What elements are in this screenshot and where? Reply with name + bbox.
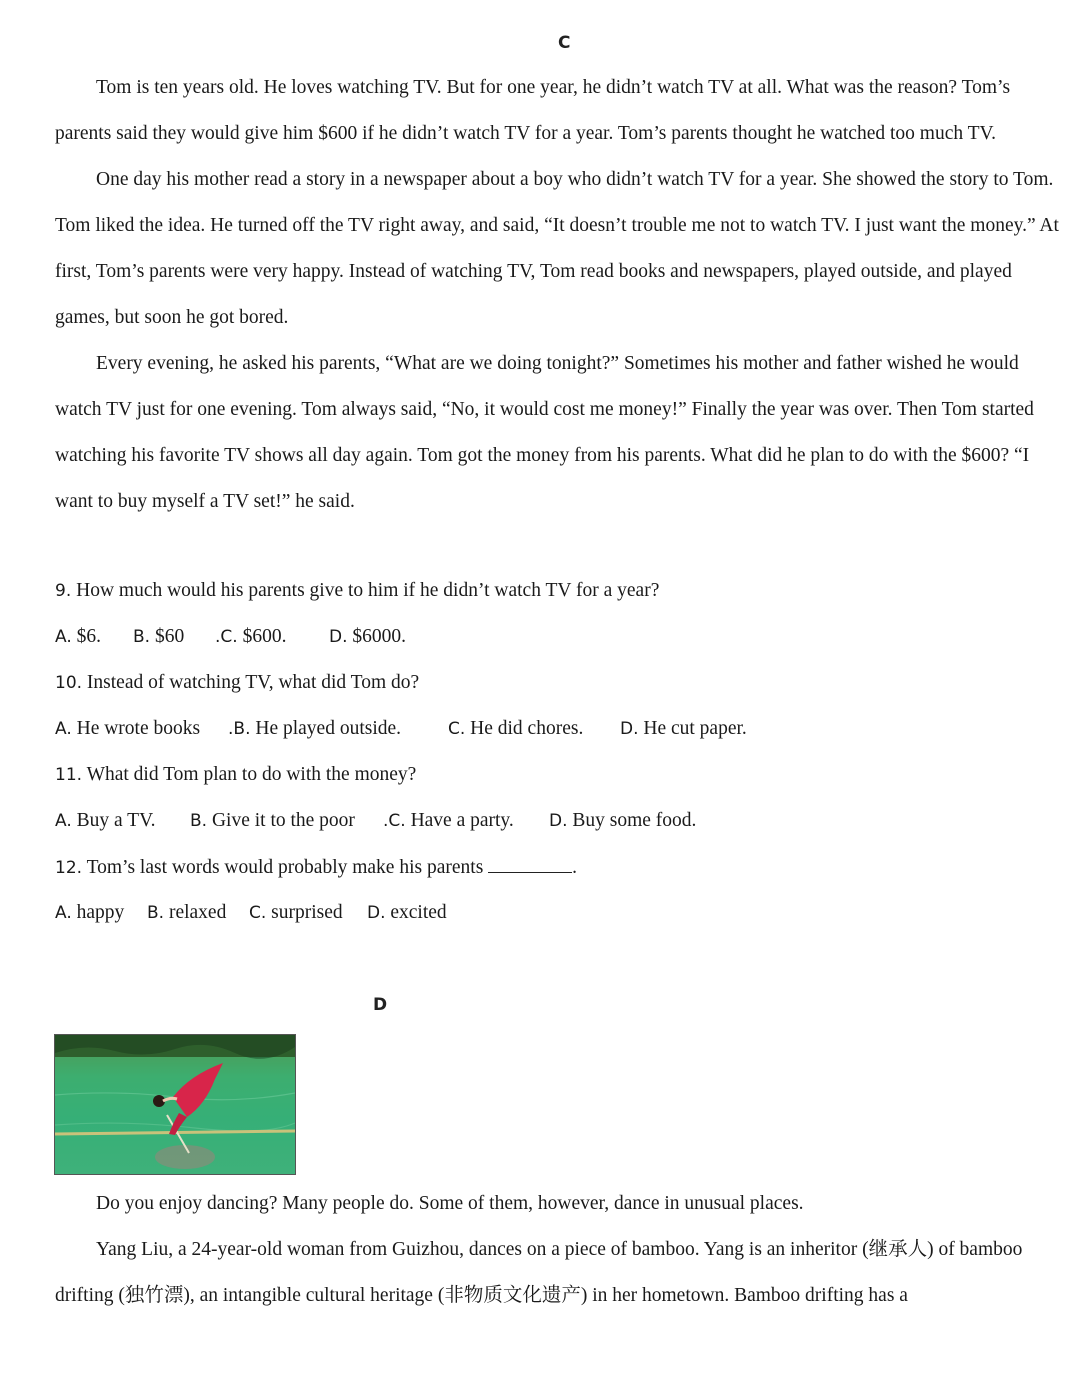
option-letter: A. <box>55 627 72 647</box>
option-letter: C. <box>249 903 267 923</box>
option-text: Have a party. <box>410 810 514 831</box>
option-letter: .B. <box>228 719 251 739</box>
option-text: $6000. <box>352 626 406 647</box>
option-a[interactable] <box>55 810 156 832</box>
option-b[interactable] <box>147 902 226 924</box>
question-11 <box>55 764 416 786</box>
question-text: What did Tom plan to do with the money? <box>86 764 417 785</box>
option-letter: A. <box>55 719 72 739</box>
option-a[interactable] <box>55 626 101 648</box>
option-text: He wrote books <box>76 718 201 739</box>
option-b[interactable] <box>228 718 401 740</box>
passage-c-paragraph-2: One day his mother read a story in a newspaper about a boy who didn’t watch TV for a year. She showed the story to Tom. Tom liked the idea. He turned off the TV right away, and said, “It doesn’t trouble me not to watch TV. I just want the money.” At first, Tom’s parents were very happy. Instead of watching TV, Tom read books and newspapers, played outside, and played games, but soon he got bored. <box>55 169 1059 328</box>
option-text: happy <box>76 902 125 923</box>
question-text: Instead of watching TV, what did Tom do? <box>86 672 420 693</box>
question-suffix: . <box>572 857 578 878</box>
option-b[interactable] <box>190 810 355 832</box>
section-c-passage <box>55 65 1065 525</box>
option-letter: D. <box>620 719 639 739</box>
option-text: $60 <box>154 626 185 647</box>
question-10 <box>55 672 419 694</box>
option-text: He cut paper. <box>643 718 747 739</box>
question-number: 9. <box>55 581 72 601</box>
question-12 <box>55 856 577 879</box>
option-b[interactable] <box>133 626 184 648</box>
option-text: relaxed <box>168 902 227 923</box>
bamboo-drifting-dancer-icon <box>55 1035 295 1174</box>
option-c[interactable] <box>215 626 286 648</box>
option-letter: D. <box>549 811 568 831</box>
option-letter: B. <box>190 811 208 831</box>
option-letter: D. <box>367 903 386 923</box>
question-text: How much would his parents give to him if he didn’t watch TV for a year? <box>76 580 660 601</box>
option-text: surprised <box>271 902 343 923</box>
option-text: Buy a TV. <box>76 810 156 831</box>
question-text: Tom’s last words would probably make his parents <box>86 857 484 878</box>
passage-c-paragraph-3: Every evening, he asked his parents, “What are we doing tonight?” Sometimes his mother and father wished he would watch TV just for one evening. Tom always said, “No, it would cost me money!” Finally the year was over. Then Tom started watching his favorite TV shows all day again. Tom got the money from his parents. What did he plan to do with the $600? “I want to buy myself a TV set!” he said. <box>55 353 1034 512</box>
option-text: He did chores. <box>470 718 584 739</box>
option-text: Give it to the poor <box>211 810 355 831</box>
option-letter: B. <box>133 627 151 647</box>
option-letter: D. <box>329 627 348 647</box>
option-text: $6. <box>76 626 101 647</box>
option-letter: .C. <box>383 811 406 831</box>
option-d[interactable] <box>367 902 447 924</box>
option-letter: B. <box>147 903 165 923</box>
option-d[interactable] <box>549 810 696 832</box>
option-text: $600. <box>242 626 287 647</box>
question-number: 11. <box>55 765 83 785</box>
option-a[interactable] <box>55 718 200 740</box>
passage-c-paragraph-1: Tom is ten years old. He loves watching TV. But for one year, he didn’t watch TV at all. What was the reason? Tom’s parents said they would give him $600 if he didn’t watch TV for a year. Tom’s parents thought he watched too much TV. <box>55 77 1011 144</box>
option-a[interactable] <box>55 902 124 924</box>
answer-blank[interactable] <box>488 856 572 873</box>
question-number: 12. <box>55 858 83 878</box>
option-c[interactable] <box>249 902 343 924</box>
option-letter: .C. <box>215 627 238 647</box>
section-c-heading: C <box>558 33 571 53</box>
option-letter: A. <box>55 811 72 831</box>
option-letter: A. <box>55 903 72 923</box>
question-number: 10. <box>55 673 83 693</box>
option-text: Buy some food. <box>572 810 697 831</box>
section-d-heading: D <box>373 995 388 1015</box>
passage-d-paragraph-2: Yang Liu, a 24-year-old woman from Guizhou, dances on a piece of bamboo. Yang is an inheritor (继承人) of bamboo drifting (独竹漂), an intangible cultural heritage (非物质文化遗产) in her hometown. Bamboo drifting has a <box>55 1239 1023 1306</box>
option-text: excited <box>390 902 447 923</box>
section-d-passage <box>55 1181 1065 1319</box>
option-letter: C. <box>448 719 466 739</box>
passage-d-paragraph-1: Do you enjoy dancing? Many people do. Some of them, however, dance in unusual places. <box>96 1193 804 1214</box>
option-d[interactable] <box>620 718 747 740</box>
bamboo-drifting-photo <box>54 1034 296 1175</box>
option-text: He played outside. <box>255 718 402 739</box>
option-c[interactable] <box>448 718 583 740</box>
option-c[interactable] <box>383 810 514 832</box>
question-9 <box>55 580 659 602</box>
option-d[interactable] <box>329 626 406 648</box>
